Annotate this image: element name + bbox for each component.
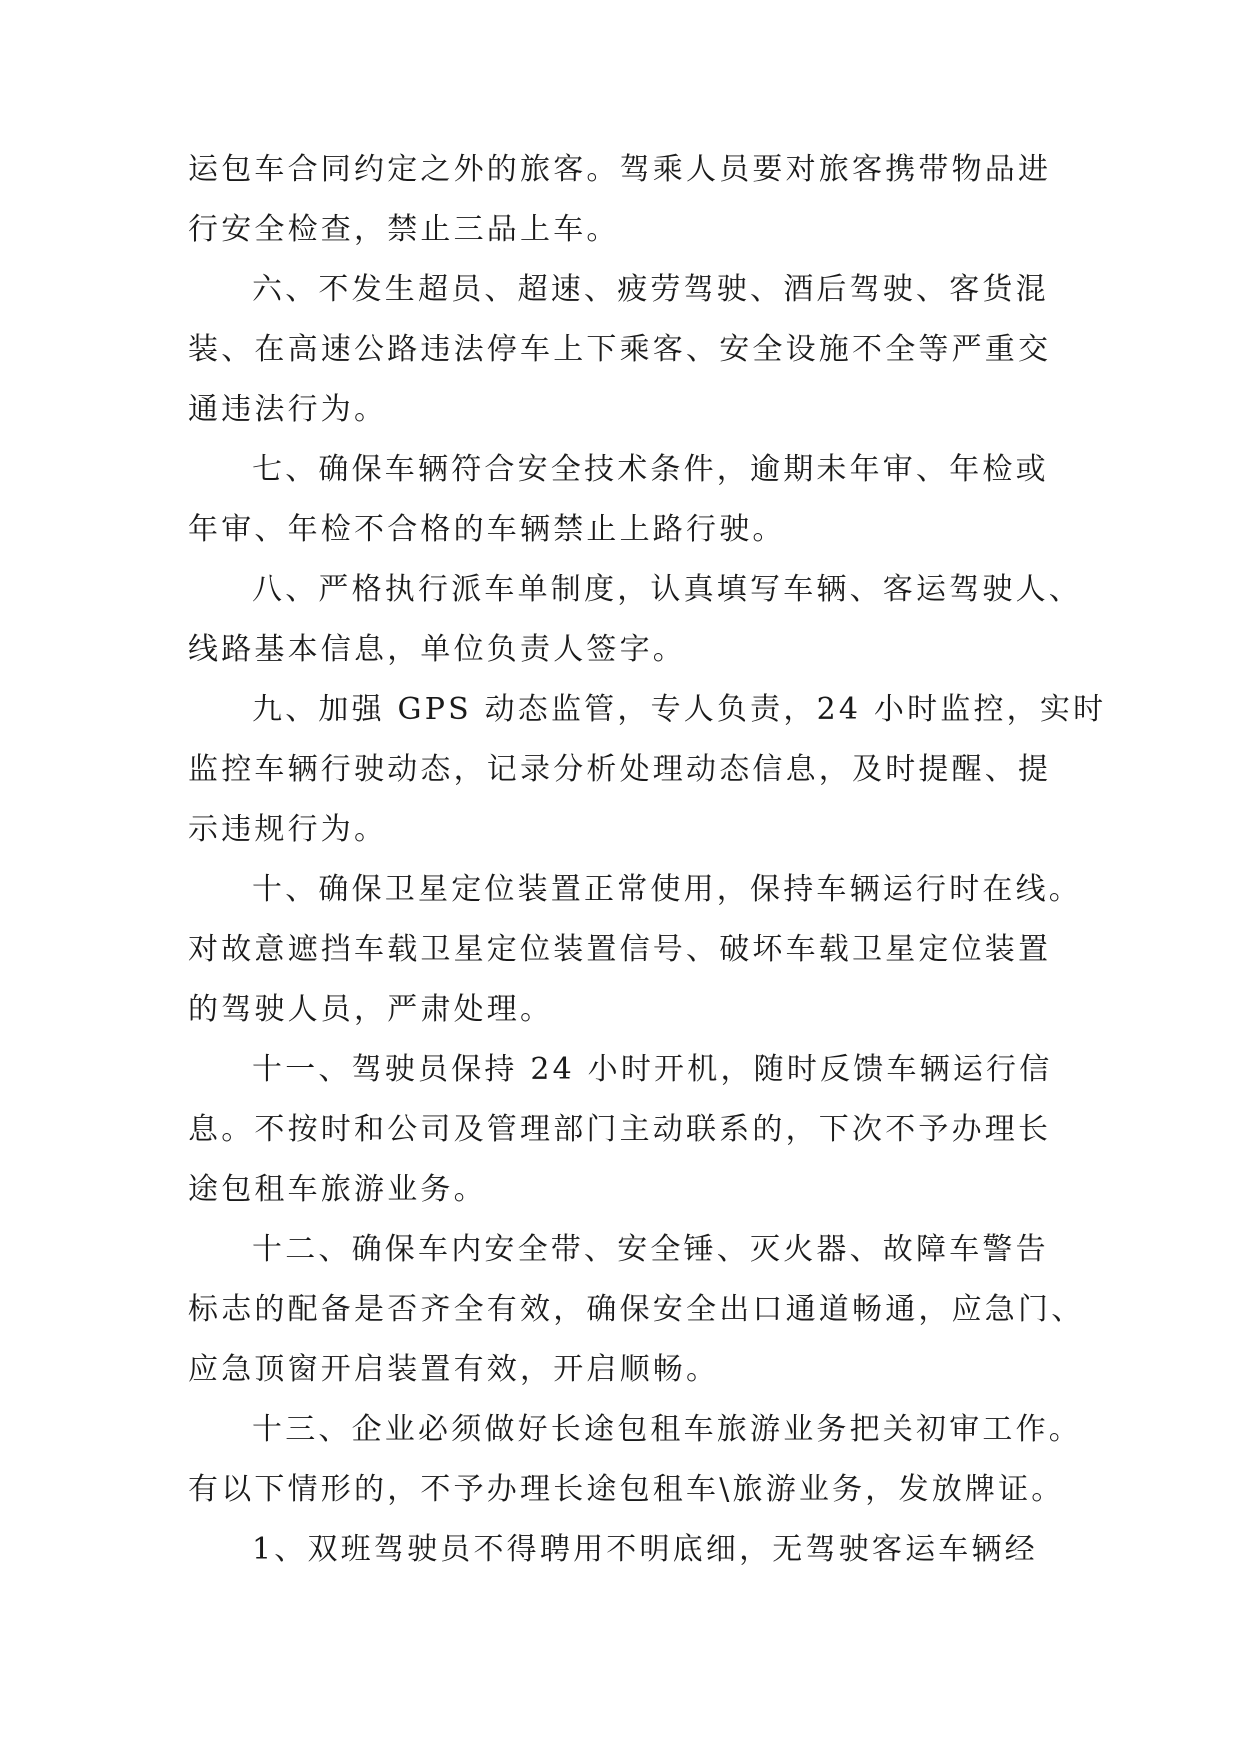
text-line: 息。不按时和公司及管理部门主动联系的，下次不予办理长 [188,1112,1052,1147]
paragraph-start-line: 九、加强 GPS 动态监管，专人负责，24 小时监控，实时 [252,692,1107,727]
paragraph-start-line: 十一、驾驶员保持 24 小时开机，随时反馈车辆运行信 [252,1052,1053,1087]
paragraph-start-line: 七、确保车辆符合安全技术条件，逾期未年审、年检或 [252,452,1049,487]
text-line: 对故意遮挡车载卫星定位装置信号、破坏车载卫星定位装置 [188,932,1052,967]
paragraph-start-line: 1、双班驾驶员不得聘用不明底细，无驾驶客运车辆经 [252,1532,1038,1567]
paragraph-start-line: 十、确保卫星定位装置正常使用，保持车辆运行时在线。 [252,872,1082,907]
text-line: 有以下情形的，不予办理长途包租车\旅游业务，发放牌证。 [188,1472,1065,1507]
paragraph-start-line: 八、严格执行派车单制度，认真填写车辆、客运驾驶人、 [252,572,1082,607]
document-page [188,150,1107,1590]
text-line: 示违规行为。 [188,812,388,847]
text-line: 的驾驶人员，严肃处理。 [188,992,554,1027]
paragraph-start-line: 六、不发生超员、超速、疲劳驾驶、酒后驾驶、客货混 [252,272,1049,307]
paragraph-start-line: 十二、确保车内安全带、安全锤、灭火器、故障车警告 [252,1232,1049,1267]
text-line: 标志的配备是否齐全有效，确保安全出口通道畅通，应急门、 [188,1292,1085,1327]
text-line: 装、在高速公路违法停车上下乘客、安全设施不全等严重交 [188,332,1052,367]
text-line: 途包租车旅游业务。 [188,1172,487,1207]
text-line: 监控车辆行驶动态，记录分析处理动态信息，及时提醒、提 [188,752,1052,787]
text-line: 运包车合同约定之外的旅客。驾乘人员要对旅客携带物品进 [188,152,1052,187]
text-line: 应急顶窗开启装置有效，开启顺畅。 [188,1352,720,1387]
text-line: 行安全检查，禁止三品上车。 [188,212,620,247]
text-line: 通违法行为。 [188,392,388,427]
paragraph-start-line: 十三、企业必须做好长途包租车旅游业务把关初审工作。 [252,1412,1082,1447]
text-line: 年审、年检不合格的车辆禁止上路行驶。 [188,512,786,547]
text-line: 线路基本信息，单位负责人签字。 [188,632,686,667]
